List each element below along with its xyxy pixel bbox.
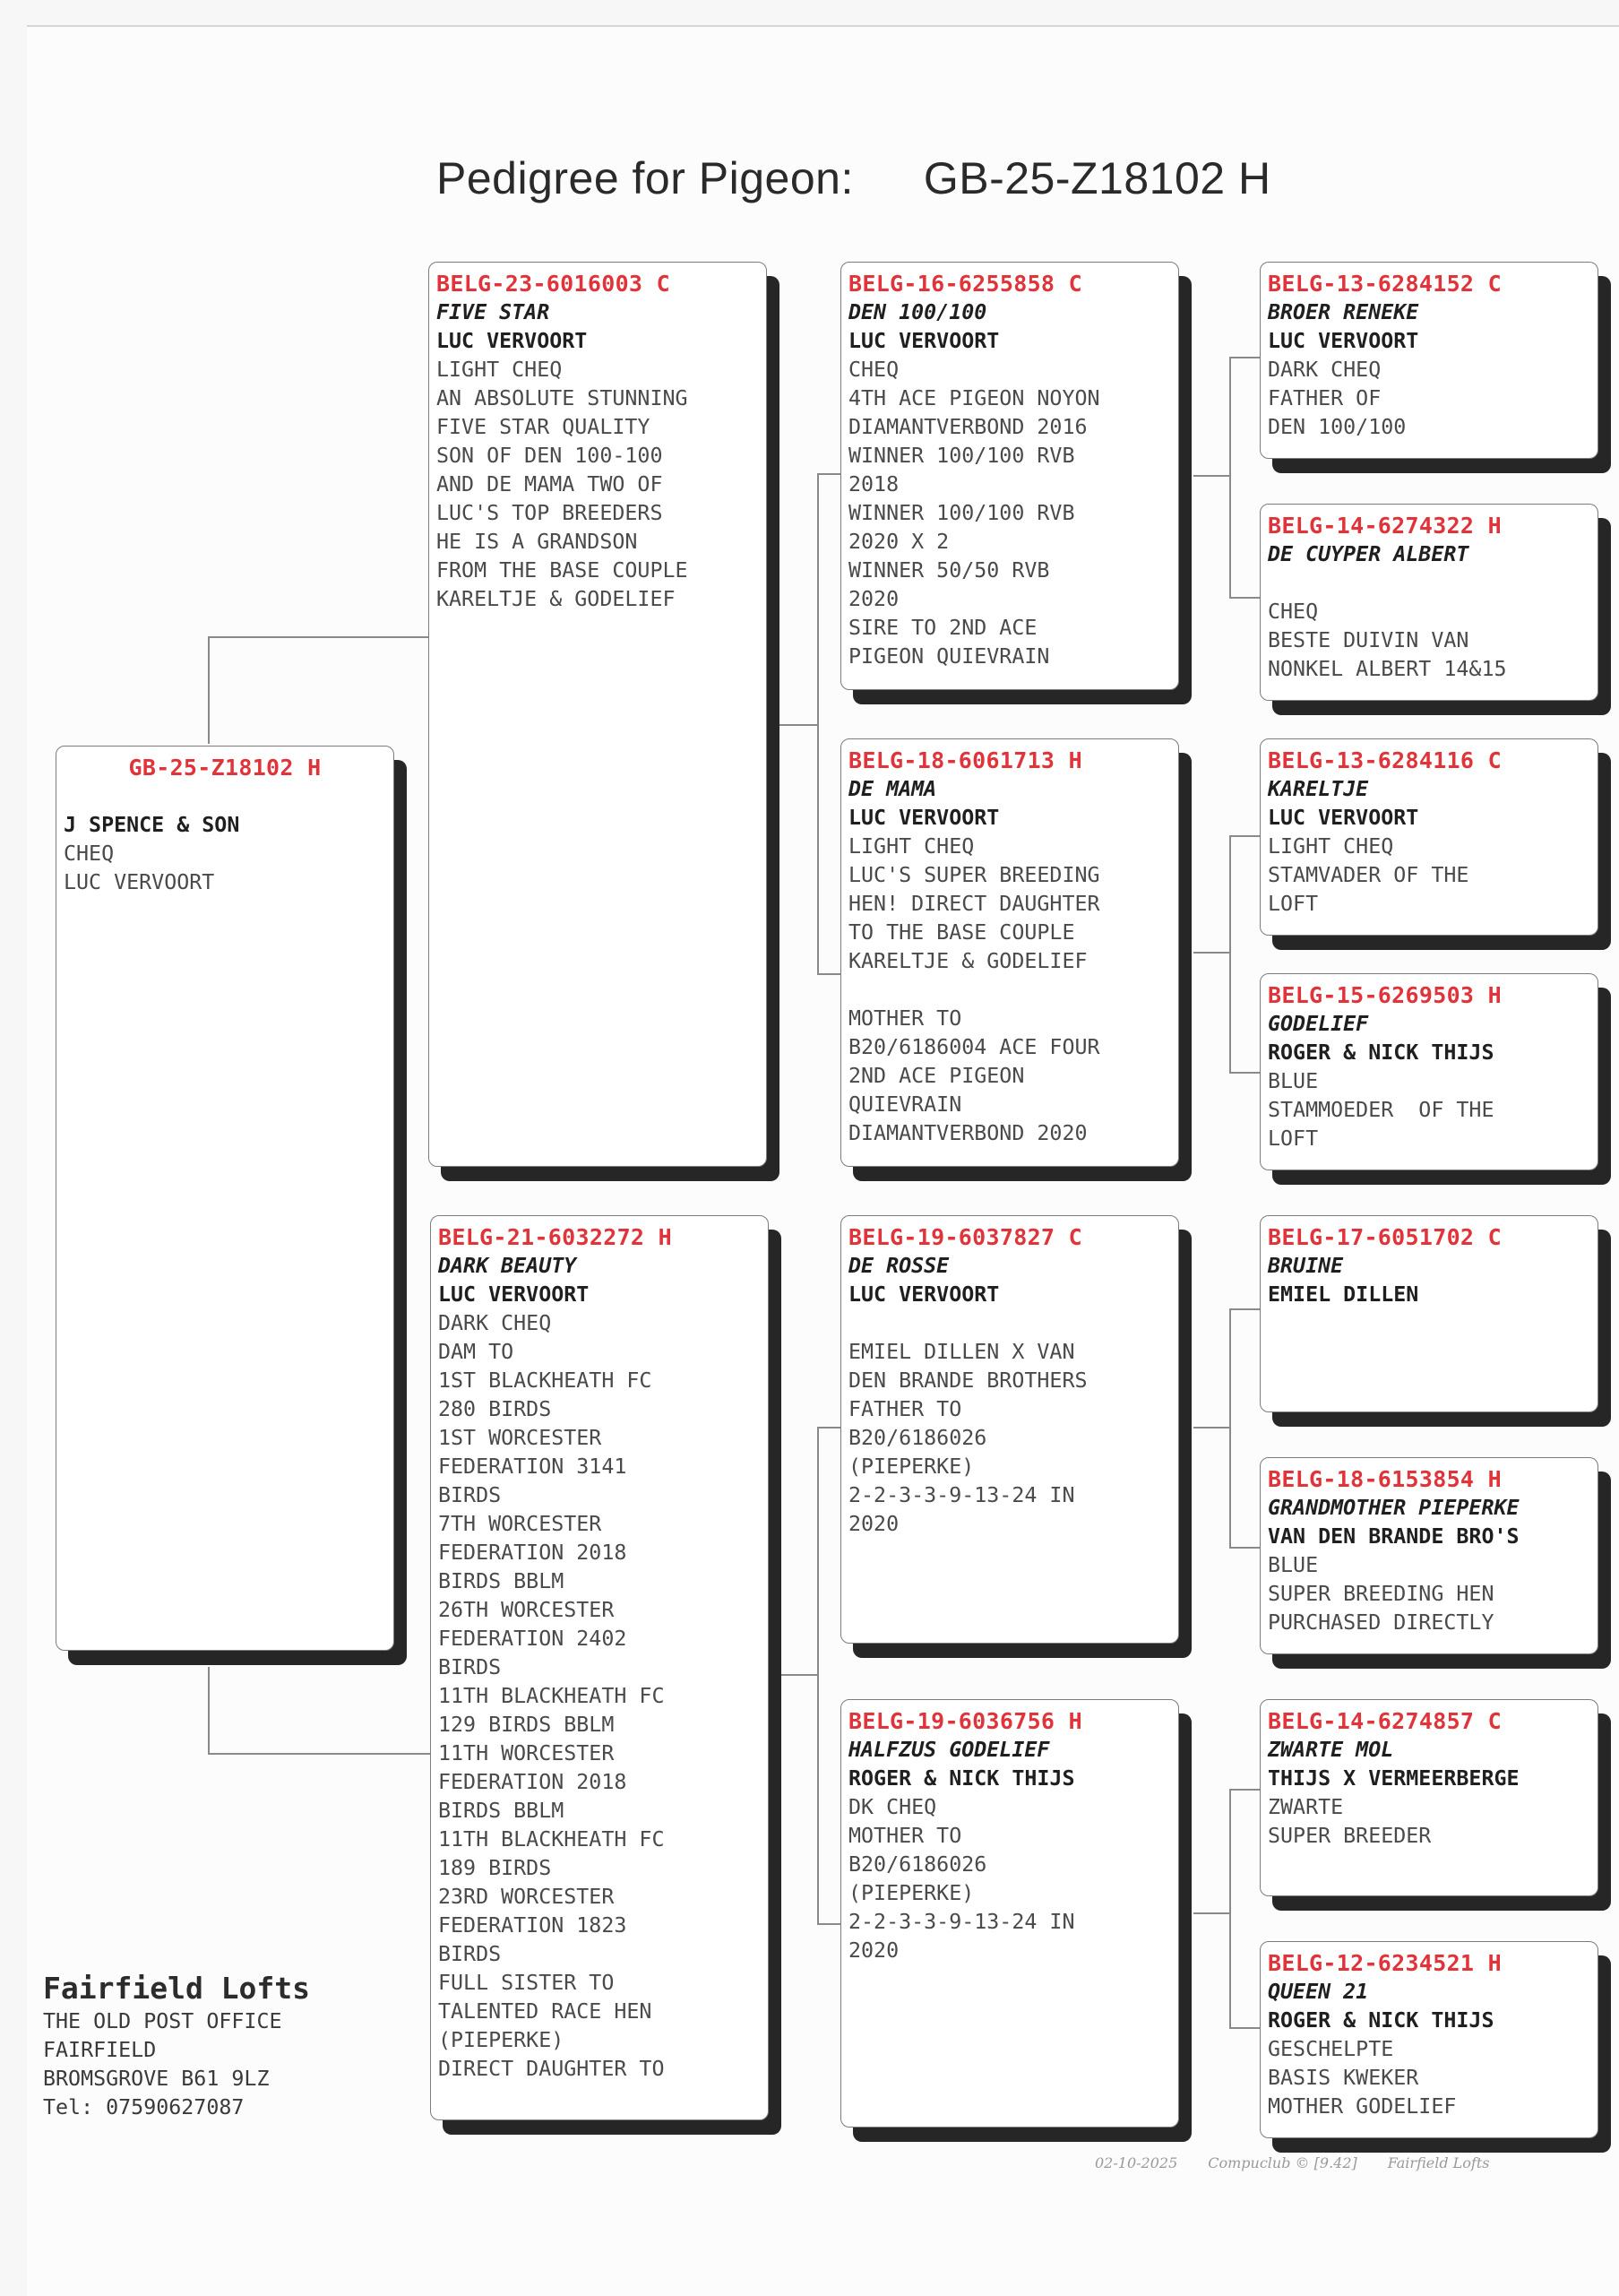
detail-line: DIAMANTVERBOND 2016 — [848, 415, 1088, 439]
detail-line: 1ST BLACKHEATH FC — [438, 1368, 652, 1393]
detail-line: (PIEPERKE) — [848, 1881, 975, 1905]
pigeon-name: QUEEN 21 — [1268, 1980, 1369, 2004]
pigeon-name: GODELIEF — [1268, 1012, 1369, 1036]
detail-line: 7TH WORCESTER — [438, 1512, 602, 1536]
pigeon-name: KARELTJE — [1268, 777, 1369, 801]
detail-line: CHEQ — [848, 358, 900, 382]
detail-line: LUC'S TOP BREEDERS — [436, 501, 663, 525]
connector-line — [1229, 597, 1260, 599]
owner: LUC VERVOORT — [436, 329, 588, 353]
detail-line: (PIEPERKE) — [438, 2028, 564, 2052]
connector-line — [208, 636, 210, 744]
detail-line: B20/6186026 — [848, 1426, 987, 1450]
detail-line: KARELTJE & GODELIEF — [848, 949, 1088, 973]
detail-line: GESCHELPTE — [1268, 2037, 1394, 2061]
ring-number: BELG-18-6153854 H — [1268, 1466, 1502, 1492]
print-date: 02-10-2025 — [1095, 2154, 1178, 2171]
detail-line: SIRE TO 2ND ACE — [848, 616, 1038, 640]
owner: ROGER & NICK THIJS — [848, 1766, 1075, 1791]
great-grandparent-card[interactable] — [1260, 1941, 1598, 2138]
detail-line: SUPER BREEDING HEN — [1268, 1582, 1494, 1606]
detail-line: AN ABSOLUTE STUNNING — [436, 386, 688, 410]
title-label: Pedigree for Pigeon: — [436, 153, 854, 203]
pigeon-name: BRUINE — [1268, 1254, 1344, 1278]
owner: LUC VERVOORT — [848, 329, 1000, 353]
owner: ROGER & NICK THIJS — [1268, 1040, 1494, 1065]
detail-line: BLUE — [1268, 1553, 1319, 1577]
connector-line — [817, 1427, 819, 1925]
owner: VAN DEN BRANDE BRO'S — [1268, 1524, 1520, 1549]
detail-line: FEDERATION 1823 — [438, 1913, 627, 1938]
detail-line — [848, 1309, 1171, 1338]
detail-line: 1ST WORCESTER — [438, 1426, 602, 1450]
detail-line: HE IS A GRANDSON — [436, 530, 638, 554]
pigeon-name: HALFZUS GODELIEF — [848, 1738, 1050, 1762]
detail-line: WINNER 50/50 RVB — [848, 558, 1050, 583]
footer-loft-name: Fairfield Lofts — [1387, 2154, 1490, 2171]
owner: ROGER & NICK THIJS — [1268, 2008, 1494, 2033]
detail-line: FATHER TO — [848, 1397, 962, 1421]
ring-number: BELG-17-6051702 C — [1268, 1224, 1502, 1250]
detail-line: 2020 — [848, 587, 900, 611]
detail-line: FEDERATION 3141 — [438, 1454, 627, 1479]
detail-line: 2018 — [848, 472, 900, 496]
detail-line: DEN BRANDE BROTHERS — [848, 1368, 1088, 1393]
sire-card[interactable] — [428, 262, 767, 1167]
connector-line — [1229, 835, 1260, 837]
owner — [1268, 569, 1590, 598]
dam-sire-card[interactable] — [840, 1215, 1179, 1644]
connector-line — [1229, 835, 1231, 1074]
connector-line — [1229, 1308, 1260, 1310]
detail-line: BIRDS — [438, 1942, 502, 1966]
pigeon-name: DARK BEAUTY — [438, 1254, 577, 1278]
owner: LUC VERVOORT — [848, 1282, 1000, 1307]
connector-line — [779, 1674, 819, 1676]
detail-line: SUPER BREEDER — [1268, 1824, 1432, 1848]
detail-line: SON OF DEN 100-100 — [436, 444, 663, 468]
detail-line: 11TH BLACKHEATH FC — [438, 1684, 665, 1708]
detail-line: HEN! DIRECT DAUGHTER — [848, 892, 1100, 916]
connector-line — [1229, 1308, 1231, 1549]
loft-address-block — [43, 1970, 310, 2122]
connector-line — [1229, 1547, 1260, 1549]
detail-line: FEDERATION 2018 — [438, 1541, 627, 1565]
detail-line: LIGHT CHEQ — [1268, 834, 1394, 859]
sire-dam-card[interactable] — [840, 738, 1179, 1167]
detail-line: ZWARTE — [1268, 1795, 1344, 1819]
connector-line — [1193, 952, 1231, 954]
great-grandparent-card[interactable] — [1260, 1457, 1598, 1654]
loft-name: Fairfield Lofts — [43, 1971, 311, 2006]
connector-line — [208, 1753, 430, 1755]
detail-line: LIGHT CHEQ — [848, 834, 975, 859]
owner: J SPENCE & SON — [64, 813, 240, 837]
detail-line: MOTHER TO — [848, 1006, 962, 1031]
great-grandparent-card[interactable] — [1260, 1699, 1598, 1896]
subject-pigeon-card[interactable] — [56, 746, 394, 1651]
owner: EMIEL DILLEN — [1268, 1282, 1419, 1307]
ring-number: BELG-23-6016003 C — [436, 271, 670, 297]
detail-line: B20/6186004 ACE FOUR — [848, 1035, 1100, 1059]
detail-line: BLUE — [1268, 1069, 1319, 1093]
connector-line — [1193, 475, 1231, 477]
detail-line: 4TH ACE PIGEON NOYON — [848, 386, 1100, 410]
detail-line: 129 BIRDS BBLM — [438, 1713, 615, 1737]
detail-line: BIRDS — [438, 1655, 502, 1679]
title-ring-number: GB-25-Z18102 H — [923, 153, 1271, 203]
detail-line: 2-2-3-3-9-13-24 IN — [848, 1483, 1075, 1507]
ring-number: BELG-13-6284152 C — [1268, 271, 1502, 297]
detail-line: LUC VERVOORT — [64, 870, 215, 894]
connector-line — [1229, 1789, 1231, 2029]
pigeon-name: ZWARTE MOL — [1268, 1738, 1394, 1762]
pigeon-name: BROER RENEKE — [1268, 300, 1419, 324]
detail-line: DK CHEQ — [848, 1795, 937, 1819]
detail-line: TO THE BASE COUPLE — [848, 920, 1075, 945]
detail-line: BIRDS BBLM — [438, 1799, 564, 1823]
connector-line — [1229, 1789, 1260, 1791]
detail-line: AND DE MAMA TWO OF — [436, 472, 663, 496]
phone-line: Tel: 07590627087 — [43, 2095, 245, 2119]
detail-line: B20/6186026 — [848, 1852, 987, 1877]
detail-line: KARELTJE & GODELIEF — [436, 587, 676, 611]
connector-line — [1229, 357, 1260, 358]
connector-line — [1229, 1072, 1260, 1074]
great-grandparent-card[interactable] — [1260, 973, 1598, 1170]
detail-line: PURCHASED DIRECTLY — [1268, 1610, 1494, 1635]
sire-sire-card[interactable] — [840, 262, 1179, 690]
detail-line: LOFT — [1268, 892, 1319, 916]
owner: THIJS X VERMEERBERGE — [1268, 1766, 1520, 1791]
software-credit: Compuclub © [9.42] — [1208, 2154, 1357, 2171]
detail-line: TALENTED RACE HEN — [438, 1999, 652, 2024]
connector-line — [817, 473, 842, 475]
detail-line: FEDERATION 2402 — [438, 1627, 627, 1651]
detail-line: 2ND ACE PIGEON — [848, 1064, 1025, 1088]
detail-line: BIRDS BBLM — [438, 1569, 564, 1593]
address-line: FAIRFIELD — [43, 2038, 157, 2062]
ring-number: GB-25-Z18102 H — [128, 755, 322, 781]
dam-dam-card[interactable] — [840, 1699, 1179, 2128]
detail-line: BASIS KWEKER — [1268, 2066, 1419, 2090]
detail-line: 11TH BLACKHEATH FC — [438, 1827, 665, 1851]
connector-line — [1193, 1912, 1231, 1914]
detail-line: FEDERATION 2018 — [438, 1770, 627, 1794]
pigeon-name: FIVE STAR — [436, 300, 550, 324]
connector-line — [1193, 1427, 1231, 1429]
detail-line: 2020 — [848, 1938, 900, 1963]
pigeon-name: DE CUYPER ALBERT — [1268, 542, 1469, 566]
connector-line — [817, 1923, 842, 1925]
detail-line: LOFT — [1268, 1126, 1319, 1151]
detail-line: DARK CHEQ — [438, 1311, 552, 1335]
connector-line — [817, 973, 842, 975]
connector-line — [208, 1667, 210, 1755]
pigeon-name: DE ROSSE — [848, 1254, 950, 1278]
detail-line: DAM TO — [438, 1340, 514, 1364]
detail-line: 2-2-3-3-9-13-24 IN — [848, 1910, 1075, 1934]
detail-line: FATHER OF — [1268, 386, 1382, 410]
pigeon-name: DEN 100/100 — [848, 300, 987, 324]
detail-line: 189 BIRDS — [438, 1856, 552, 1880]
detail-line: 26TH WORCESTER — [438, 1598, 615, 1622]
detail-line: MOTHER TO — [848, 1824, 962, 1848]
detail-line: 2020 — [848, 1512, 900, 1536]
great-grandparent-card[interactable] — [1260, 738, 1598, 936]
ring-number: BELG-19-6037827 C — [848, 1224, 1082, 1250]
owner: LUC VERVOORT — [848, 806, 1000, 830]
detail-line: STAMVADER OF THE — [1268, 863, 1469, 887]
great-grandparent-card[interactable] — [1260, 262, 1598, 459]
ring-number: BELG-16-6255858 C — [848, 271, 1082, 297]
detail-line: DEN 100/100 — [1268, 415, 1407, 439]
ring-number: BELG-18-6061713 H — [848, 747, 1082, 773]
dam-card[interactable] — [430, 1215, 769, 2120]
detail-line: 23RD WORCESTER — [438, 1885, 615, 1909]
ring-number: BELG-15-6269503 H — [1268, 982, 1502, 1008]
owner: LUC VERVOORT — [1268, 329, 1419, 353]
detail-line: LIGHT CHEQ — [436, 358, 563, 382]
connector-line — [1229, 357, 1231, 599]
ring-number: BELG-12-6234521 H — [1268, 1950, 1502, 1976]
address-line: THE OLD POST OFFICE — [43, 2009, 282, 2033]
detail-line: CHEQ — [1268, 600, 1319, 624]
detail-line: QUIEVRAIN — [848, 1092, 962, 1117]
detail-line: WINNER 100/100 RVB — [848, 444, 1075, 468]
detail-line: DIRECT DAUGHTER TO — [438, 2057, 665, 2081]
connector-line — [208, 636, 430, 638]
detail-line: EMIEL DILLEN X VAN — [848, 1340, 1075, 1364]
print-footer — [1095, 2154, 1489, 2171]
connector-line — [1229, 2027, 1260, 2029]
detail-line: PIGEON QUIEVRAIN — [848, 644, 1050, 669]
detail-line: CHEQ — [64, 842, 115, 866]
detail-line: 2020 X 2 — [848, 530, 950, 554]
pigeon-name: DE MAMA — [848, 777, 937, 801]
connector-line — [817, 473, 819, 975]
owner: LUC VERVOORT — [1268, 806, 1419, 830]
detail-line: FROM THE BASE COUPLE — [436, 558, 688, 583]
page-title — [436, 152, 1271, 204]
ring-number: BELG-21-6032272 H — [438, 1224, 672, 1250]
great-grandparent-card[interactable] — [1260, 1215, 1598, 1412]
detail-line: NONKEL ALBERT 14&15 — [1268, 657, 1507, 681]
connector-line — [817, 1427, 842, 1429]
detail-line: STAMMOEDER OF THE — [1268, 1098, 1494, 1122]
detail-line: WINNER 100/100 RVB — [848, 501, 1075, 525]
owner: LUC VERVOORT — [438, 1282, 590, 1307]
detail-line — [848, 976, 1171, 1005]
detail-line: DIAMANTVERBOND 2020 — [848, 1121, 1088, 1145]
pigeon-name: GRANDMOTHER PIEPERKE — [1268, 1496, 1520, 1520]
detail-line: (PIEPERKE) — [848, 1454, 975, 1479]
detail-line: FIVE STAR QUALITY — [436, 415, 650, 439]
detail-line: DARK CHEQ — [1268, 358, 1382, 382]
ring-number: BELG-14-6274322 H — [1268, 513, 1502, 539]
great-grandparent-card[interactable] — [1260, 504, 1598, 701]
detail-line: 280 BIRDS — [438, 1397, 552, 1421]
connector-line — [778, 724, 819, 726]
detail-line: 11TH WORCESTER — [438, 1741, 615, 1765]
detail-line: BESTE DUIVIN VAN — [1268, 628, 1469, 652]
address-line: BROMSGROVE B61 9LZ — [43, 2067, 270, 2091]
detail-line: BIRDS — [438, 1483, 502, 1507]
detail-line: FULL SISTER TO — [438, 1971, 615, 1995]
detail-line: LUC'S SUPER BREEDING — [848, 863, 1100, 887]
ring-number: BELG-14-6274857 C — [1268, 1708, 1502, 1734]
ring-number: BELG-13-6284116 C — [1268, 747, 1502, 773]
detail-line: MOTHER GODELIEF — [1268, 2094, 1457, 2119]
ring-number: BELG-19-6036756 H — [848, 1708, 1082, 1734]
